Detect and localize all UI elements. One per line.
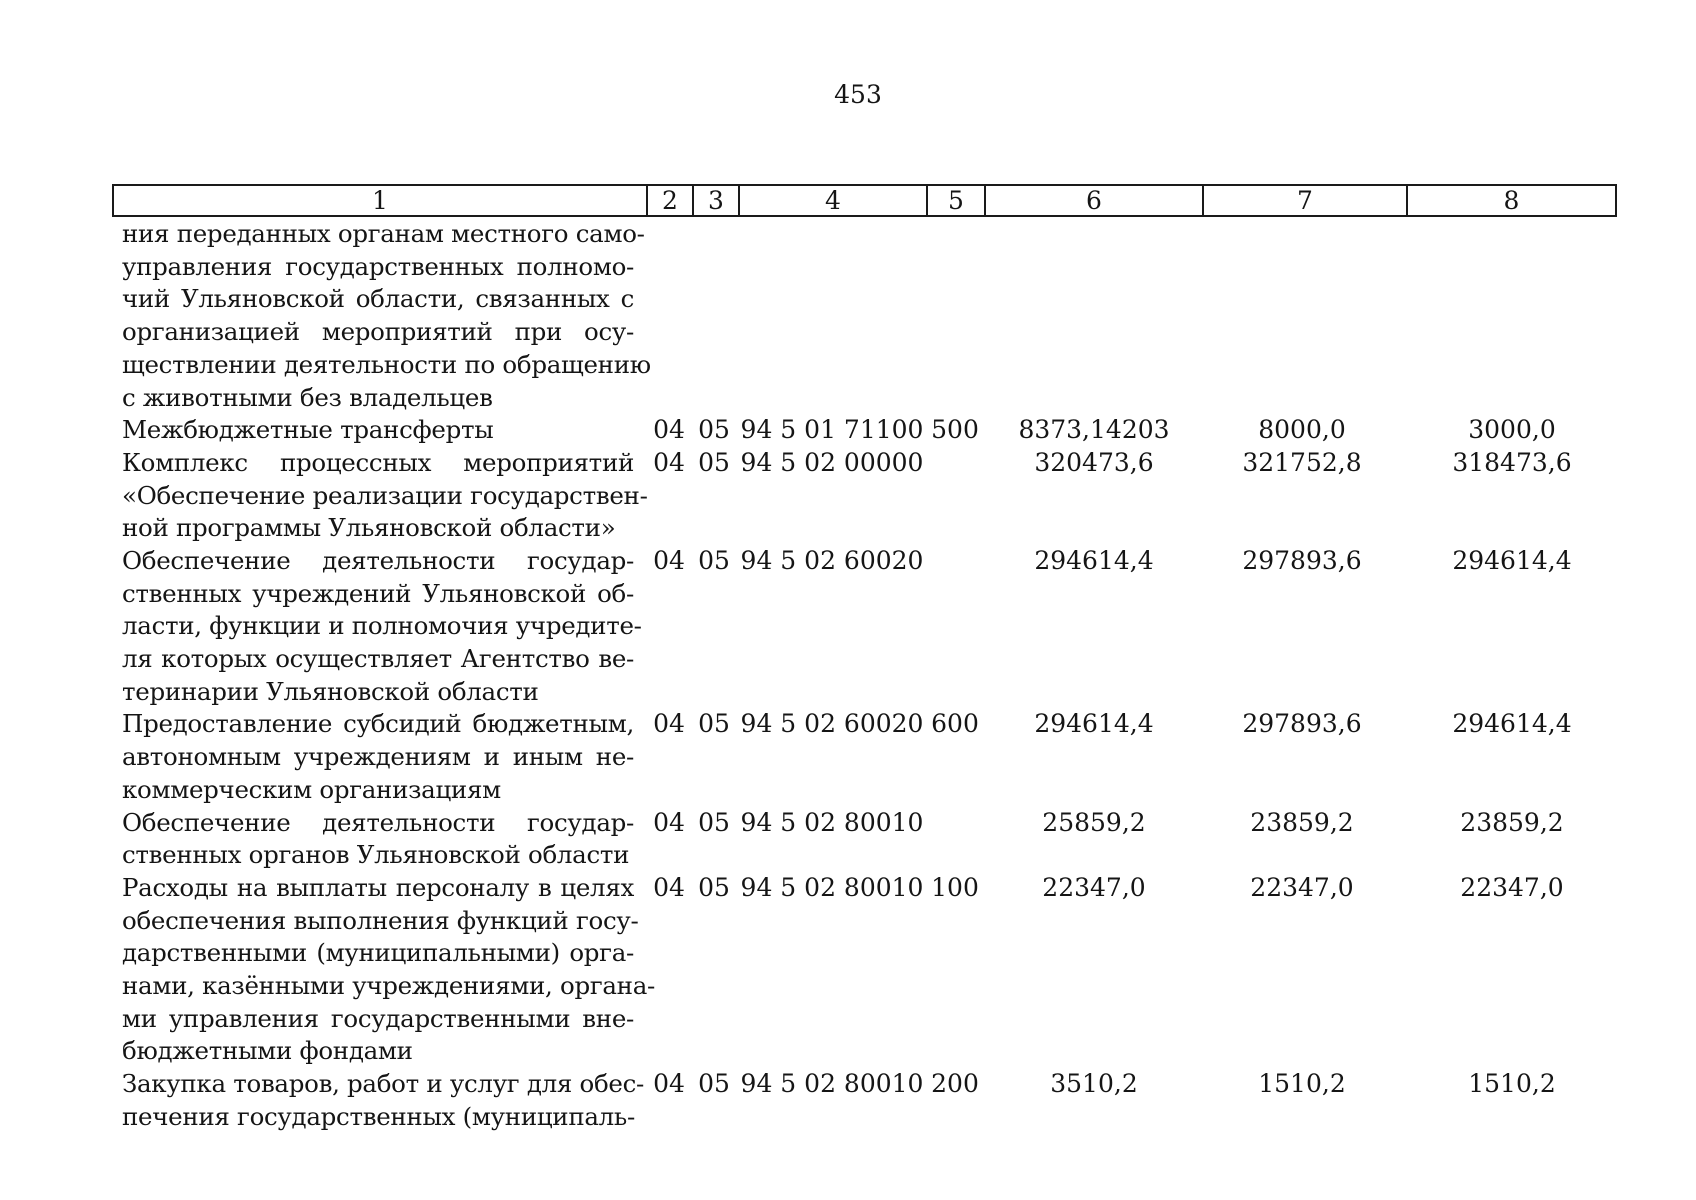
description-line: дарственными (муниципальными) орга-: [122, 938, 634, 968]
header-col-1: 1: [113, 185, 647, 216]
header-col-3: 3: [693, 185, 739, 216]
subsection-code: 05: [698, 545, 730, 575]
amount-col-8: 294614,4: [1452, 545, 1572, 575]
column-number-header: [112, 184, 1617, 217]
header-col-4: 4: [739, 185, 927, 216]
target-item-code: 94 5 02 80010: [740, 1069, 924, 1099]
section-code: 04: [653, 545, 685, 575]
header-col-5: 5: [927, 185, 985, 216]
description-line: Закупка товаров, работ и услуг для обес-: [122, 1069, 645, 1099]
target-item-code: 94 5 02 80010: [740, 807, 924, 837]
row-description: [122, 218, 651, 414]
section-code: 04: [653, 415, 685, 445]
description-line: ществлении деятельности по обращению: [122, 349, 651, 379]
expense-type-code: 500: [931, 415, 979, 445]
description-line: нами, казёнными учреждениями, органа-: [122, 971, 655, 1001]
amount-col-8: 23859,2: [1460, 807, 1564, 837]
amount-col-8: 318473,6: [1452, 447, 1572, 477]
amount-col-6: 3510,2: [1050, 1069, 1138, 1099]
table-row: [0, 545, 1696, 709]
budget-table-body: [0, 218, 1696, 1134]
amount-col-7: 23859,2: [1250, 807, 1354, 837]
description-line: чий Ульяновской области, связанных с: [122, 284, 634, 314]
header-row: [113, 185, 1616, 216]
description-line: автономным учреждениям и иным не-: [122, 742, 634, 772]
section-code: 04: [653, 709, 685, 739]
subsection-code: 05: [698, 1069, 730, 1099]
amount-col-6: 25859,2: [1042, 807, 1146, 837]
table-row: [0, 807, 1696, 872]
section-code: 04: [653, 1069, 685, 1099]
table-row: [0, 414, 1696, 447]
expense-type-code: 600: [931, 709, 979, 739]
subsection-code: 05: [698, 415, 730, 445]
amount-col-6: 320473,6: [1034, 447, 1154, 477]
description-line: организацией мероприятий при осу-: [122, 317, 634, 347]
subsection-code: 05: [698, 709, 730, 739]
description-line: Комплекс процессных мероприятий: [122, 447, 634, 477]
row-description: [122, 1068, 645, 1133]
page-number: 453: [834, 80, 882, 109]
subsection-code: 05: [698, 807, 730, 837]
target-item-code: 94 5 02 60020: [740, 709, 924, 739]
expense-type-code: 100: [931, 872, 979, 902]
target-item-code: 94 5 01 71100: [740, 415, 924, 445]
description-line: ственных органов Ульяновской области: [122, 840, 630, 870]
row-description: [122, 872, 655, 1068]
description-line: Предоставление субсидий бюджетным,: [122, 709, 634, 739]
description-line: с животными без владельцев: [122, 382, 493, 412]
section-code: 04: [653, 872, 685, 902]
target-item-code: 94 5 02 00000: [740, 447, 924, 477]
amount-col-6: 22347,0: [1042, 872, 1146, 902]
target-item-code: 94 5 02 80010: [740, 872, 924, 902]
description-line: ля которых осуществляет Агентство ве-: [122, 644, 634, 674]
description-line: Обеспечение деятельности государ-: [122, 807, 634, 837]
description-line: ственных учреждений Ульяновской об-: [122, 578, 634, 608]
header-col-6: 6: [985, 185, 1203, 216]
amount-col-8: 294614,4: [1452, 709, 1572, 739]
amount-col-7: 8000,0: [1258, 415, 1346, 445]
section-code: 04: [653, 807, 685, 837]
row-description: [122, 414, 634, 447]
amount-col-7: 321752,8: [1242, 447, 1362, 477]
description-line: Расходы на выплаты персоналу в целях: [122, 872, 634, 902]
section-code: 04: [653, 447, 685, 477]
description-line: обеспечения выполнения функций госу-: [122, 905, 639, 935]
table-row: [0, 708, 1696, 806]
description-line: Межбюджетные трансферты: [122, 415, 494, 445]
description-line: ной программы Ульяновской области»: [122, 513, 616, 543]
row-description: [122, 807, 634, 872]
amount-col-8: 22347,0: [1460, 872, 1564, 902]
table-row: [0, 872, 1696, 1068]
amount-col-7: 22347,0: [1250, 872, 1354, 902]
amount-col-7: 1510,2: [1258, 1069, 1346, 1099]
target-item-code: 94 5 02 60020: [740, 545, 924, 575]
subsection-code: 05: [698, 447, 730, 477]
amount-col-8: 1510,2: [1468, 1069, 1556, 1099]
amount-col-7: 297893,6: [1242, 709, 1362, 739]
header-col-8: 8: [1407, 185, 1616, 216]
row-description: [122, 545, 642, 709]
amount-col-6: 294614,4: [1034, 545, 1154, 575]
row-description: [122, 447, 648, 545]
description-line: «Обеспечение реализации государствен-: [122, 480, 648, 510]
description-line: теринарии Ульяновской области: [122, 676, 539, 706]
subsection-code: 05: [698, 872, 730, 902]
description-line: ния переданных органам местного само-: [122, 219, 645, 248]
description-line: коммерческим организациям: [122, 774, 501, 804]
amount-col-7: 297893,6: [1242, 545, 1362, 575]
amount-col-6: 8373,14203: [1018, 415, 1170, 445]
expense-type-code: 200: [931, 1069, 979, 1099]
description-line: ласти, функции и полномочия учредите-: [122, 611, 642, 641]
header-col-2: 2: [647, 185, 693, 216]
description-line: ми управления государственными вне-: [122, 1003, 634, 1033]
description-line: печения государственных (муниципаль-: [122, 1101, 635, 1131]
description-line: управления государственных полномо-: [122, 251, 634, 281]
table-row: [0, 218, 1696, 414]
description-line: бюджетными фондами: [122, 1036, 413, 1066]
amount-col-6: 294614,4: [1034, 709, 1154, 739]
amount-col-8: 3000,0: [1468, 415, 1556, 445]
header-col-7: 7: [1203, 185, 1407, 216]
row-description: [122, 708, 634, 806]
table-row: [0, 1068, 1696, 1133]
table-row: [0, 447, 1696, 545]
description-line: Обеспечение деятельности государ-: [122, 545, 634, 575]
